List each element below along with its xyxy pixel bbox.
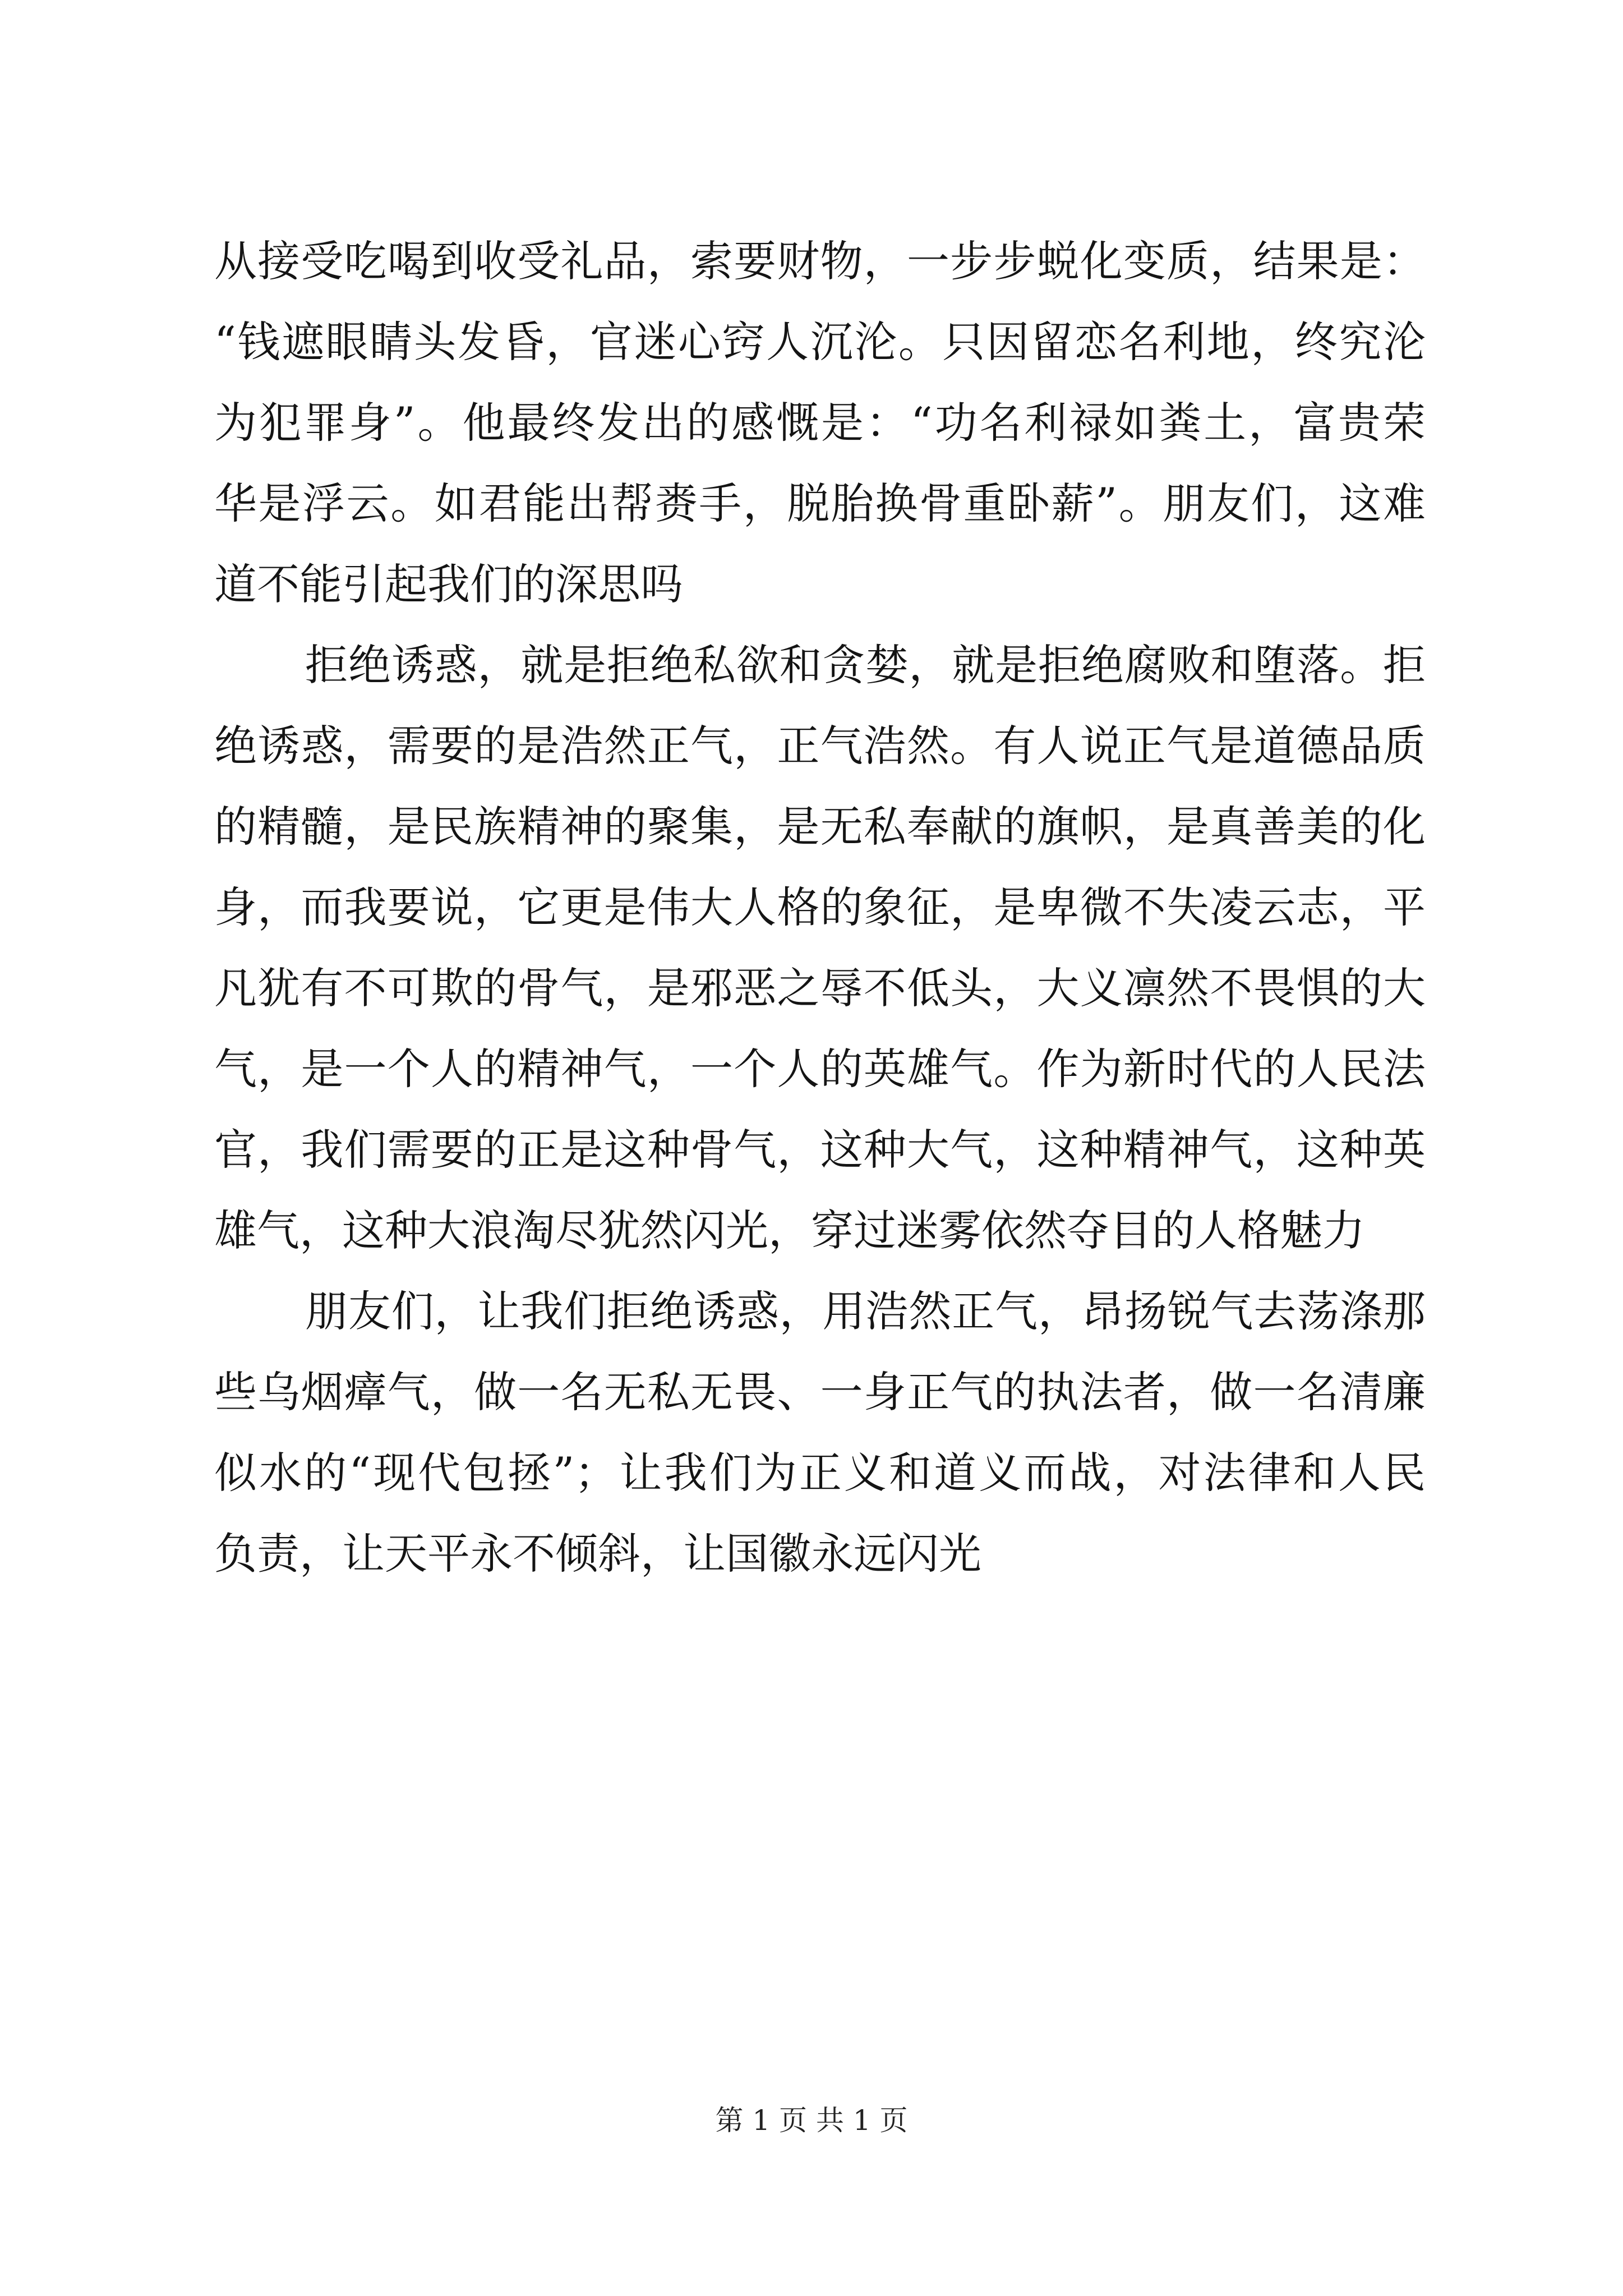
paragraph-3-line-4: 负责，让天平永不倾斜，让国徽永远闪光	[214, 1529, 981, 1579]
paragraph-1-line-2: “钱遮眼睛头发昏，官迷心窍人沉沦。只因留恋名利地，终究沦	[214, 317, 1426, 367]
paragraph-2-line-4: 身，而我要说，它更是伟大人格的象征，是卑微不失凌云志，平	[214, 882, 1426, 932]
page-number-footer: 第 1 页 共 1 页	[715, 2104, 908, 2137]
paragraph-2-line-5: 凡犹有不可欺的骨气，是邪恶之辱不低头，大义凛然不畏惧的大	[214, 963, 1426, 1013]
paragraph-1-line-3: 为犯罪身”。他最终发出的感慨是：“功名利禄如粪土，富贵荣	[214, 398, 1426, 448]
paragraph-1-line-4: 华是浮云。如君能出帮赉手，脱胎换骨重卧薪”。朋友们，这难	[214, 478, 1426, 528]
paragraph-2-line-6: 气，是一个人的精神气，一个人的英雄气。作为新时代的人民法	[214, 1044, 1426, 1094]
paragraph-2-line-3: 的精髓，是民族精神的聚集，是无私奉献的旗帜，是真善美的化	[214, 802, 1426, 852]
paragraph-2-line-7: 官，我们需要的正是这种骨气，这种大气，这种精神气，这种英	[214, 1125, 1426, 1175]
paragraph-1-line-1: 从接受吃喝到收受礼品，索要财物，一步步蜕化变质，结果是：	[214, 236, 1426, 286]
paragraph-2-line-2: 绝诱惑，需要的是浩然正气，正气浩然。有人说正气是道德品质	[214, 721, 1426, 771]
paragraph-3-line-3: 似水的“现代包拯”；让我们为正义和道义而战，对法律和人民	[214, 1448, 1426, 1498]
paragraph-2-line-8: 雄气，这种大浪淘尽犹然闪光，穿过迷雾依然夺目的人格魅力	[214, 1205, 1365, 1255]
paragraph-1-line-5: 道不能引起我们的深思吗	[214, 559, 683, 609]
paragraph-2-line-1: 拒绝诱惑，就是拒绝私欲和贪婪，就是拒绝腐败和堕落。拒	[305, 640, 1426, 690]
paragraph-3-line-2: 些乌烟瘴气，做一名无私无畏、一身正气的执法者，做一名清廉	[214, 1367, 1426, 1417]
paragraph-3-line-1: 朋友们，让我们拒绝诱惑，用浩然正气，昂扬锐气去荡涤那	[305, 1286, 1426, 1336]
